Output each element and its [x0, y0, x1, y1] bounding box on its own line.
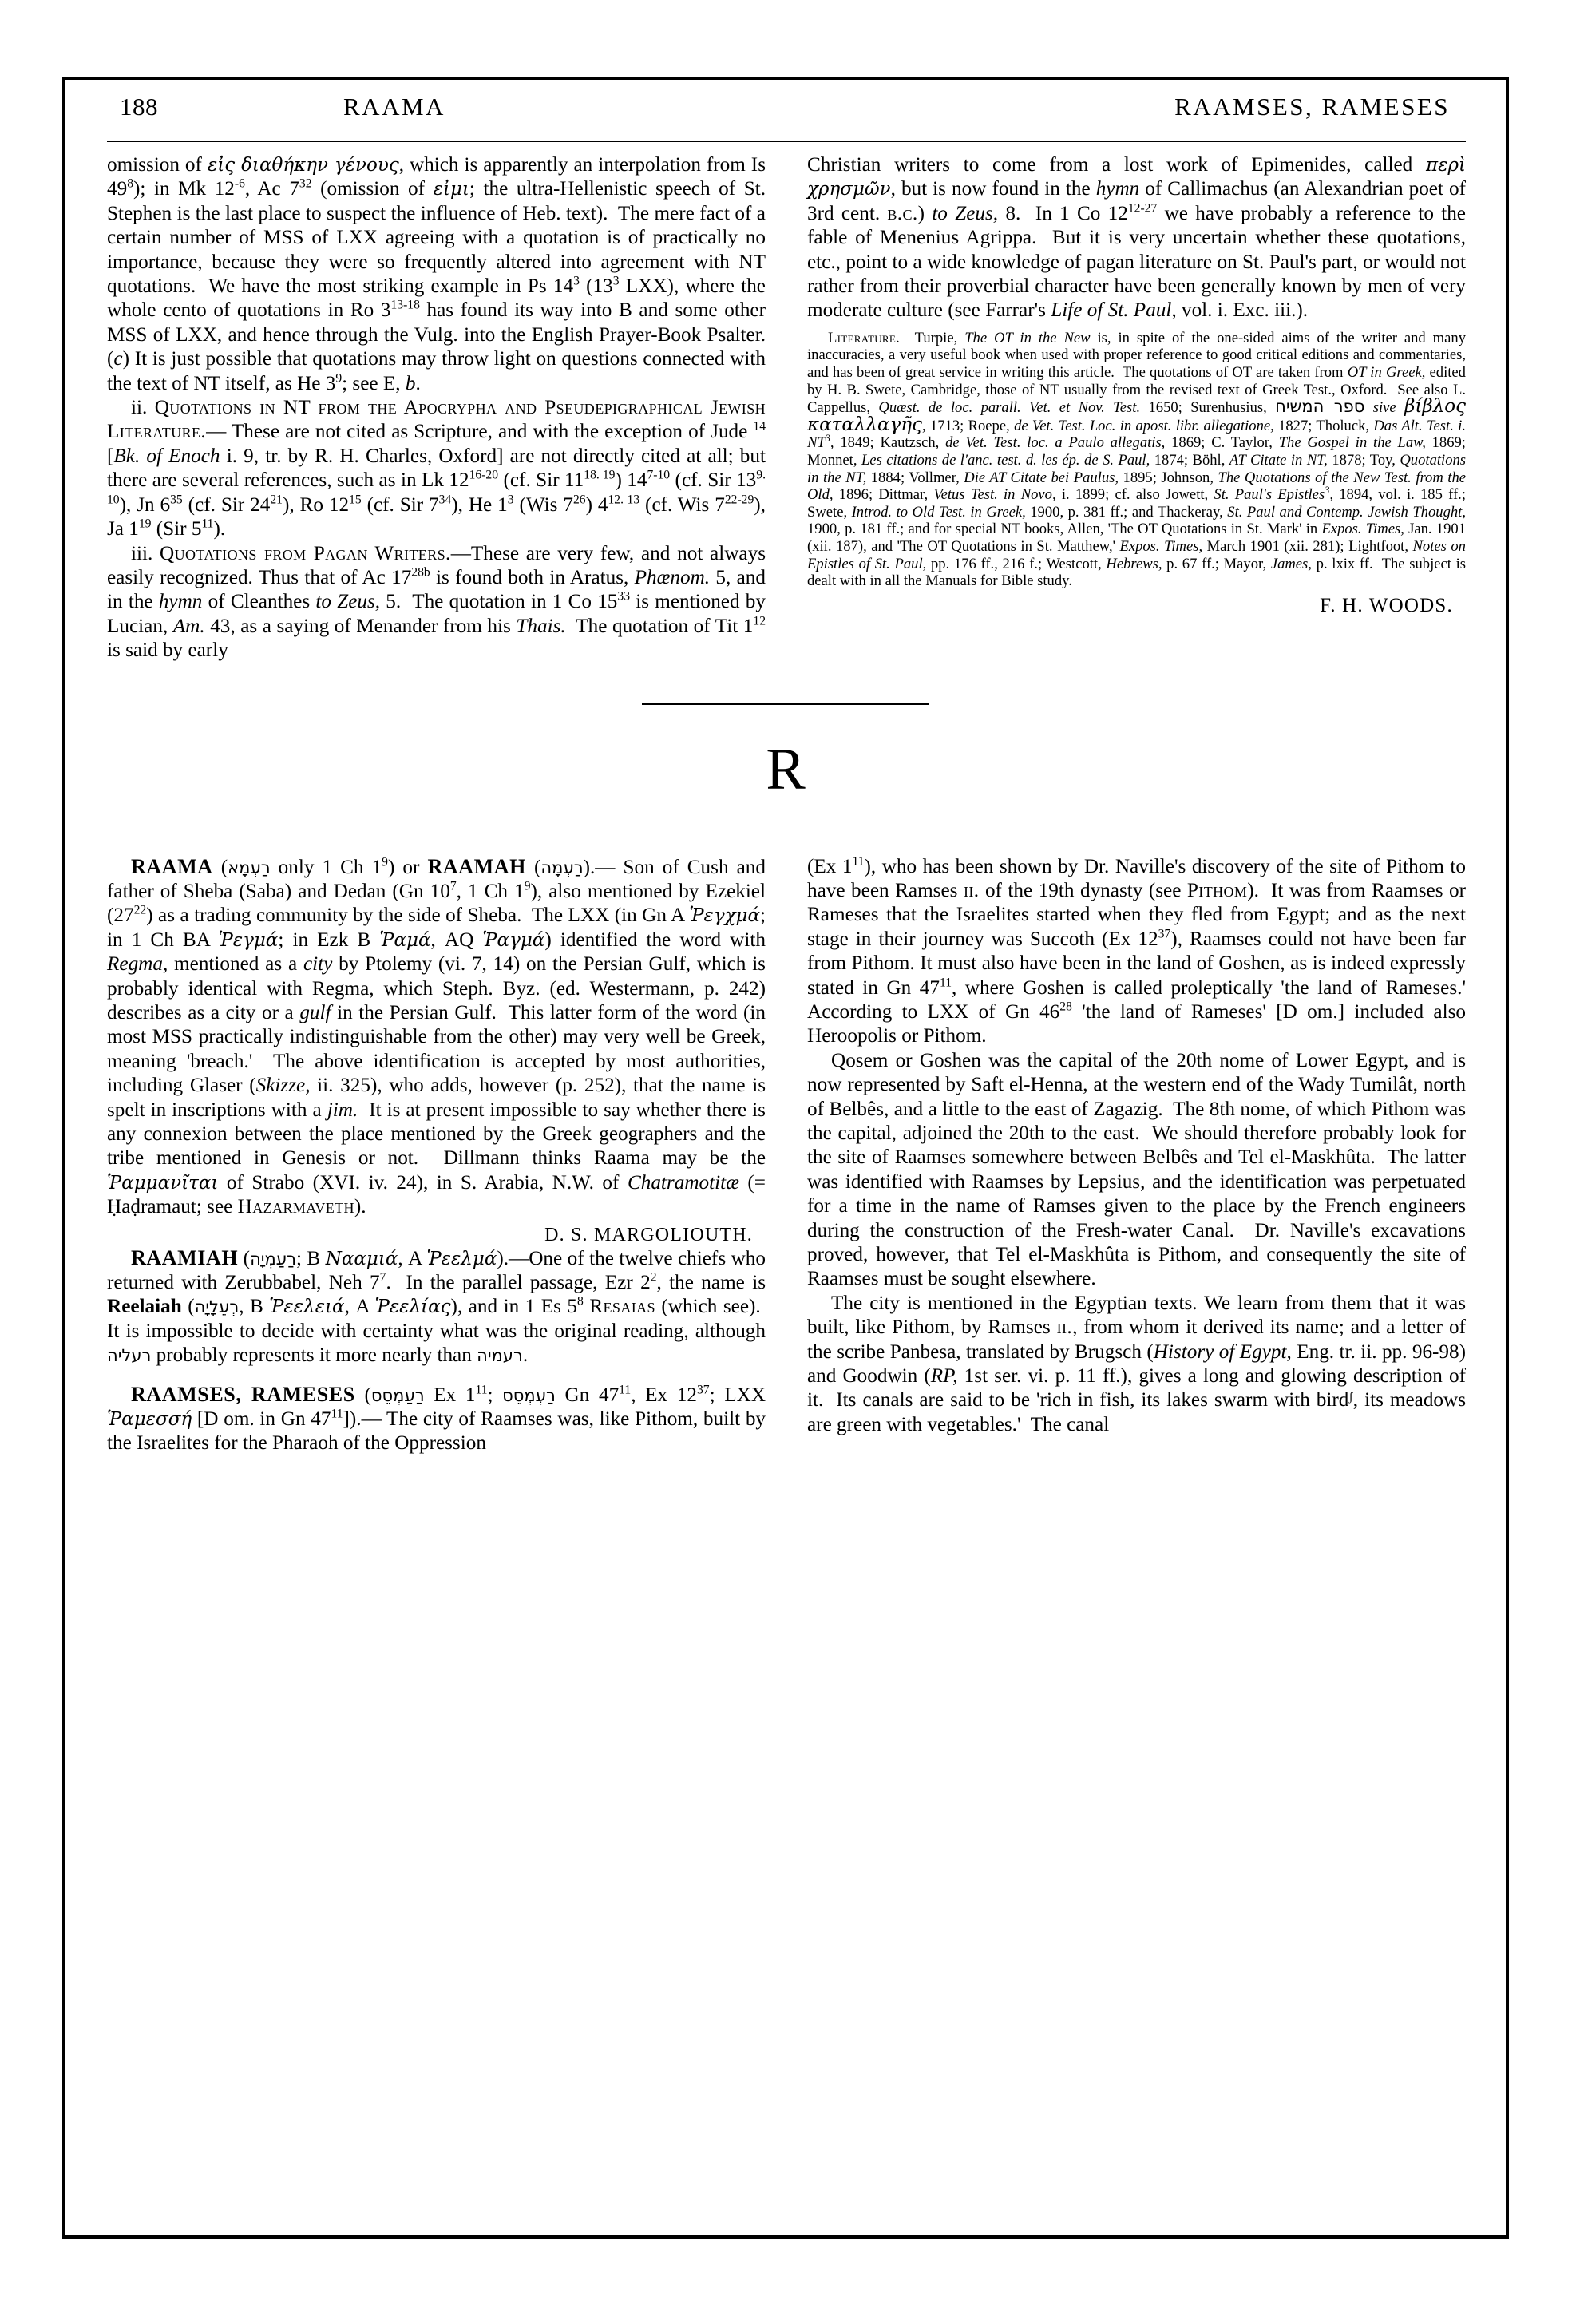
- running-head-right: RAAMSES, RAMESES: [1174, 93, 1450, 121]
- section-break: [89, 699, 1482, 842]
- paragraph-christian-writers: Christian writers to come from a lost work of Epimenides, called περὶ χρησμῶν, but is now found in the hymn of Callimachus (an Alexandrian poet of 3rd cent. b.c.) to Zeus, 8. In 1 Co 12$^{12-27}$ we have probably a reference to the fable of Menenius Agrippa. But it is very uncertain whether these quotations, etc., point to a wide knowledge of pagan literature on St. Paul's part, or would not rather from their proverbial character have been generally known by men of very moderate culture (see Farrar's Life of St. Paul, vol. i. Exc. iii.).: [807, 154, 1466, 322]
- paragraph-apocrypha-quotations: ii. Quotations in NT from the Apocrypha and Pseudepigraphical Jewish Literature.— These are not cited as Scripture, and with the exception of Jude $^{14}$ [Bk. of Enoch i. 9, tr. by R. H. Charles, Oxford] are not directly cited at all; but there are several references, such as in Lk 12$^{16-20}$ (cf. Sir $11^{18. 19}$) 14$^{7-10}$ (cf. Sir $13^{9. 10}$), Jn $6^{35}$ (cf. Sir $24^{21}$), Ro $12^{15}$ (cf. Sir $7^{34}$), He $1^3$ (Wis $7^{26}$) $4^{12. 13}$ (cf. Wis 7$^{22-29}$), Ja $1^{19}$ (Sir $5^{11}$).: [107, 397, 766, 540]
- paragraph-raamses-naville: (Ex $1^{11}$), who has been shown by Dr. Naville's discovery of the site of Pithom to have been Ramses ii. of the 19th dynasty (see Pithom). It was from Raamses or Rameses that the Israelites started when they fled from Egypt; and as the next stage in their journey was Succoth (Ex $12^{37}$), Raamses could not have been far from Pithom. It must also have been in the land of Goshen, as is indeed expressly stated in Gn $47^{11}$, where Goshen is called proleptically 'the land of Rameses.' According to LXX of Gn $46^{28}$ 'the land of Rameses' [D om.] included also Heroopolis or Pithom.: [807, 854, 1467, 1047]
- section-letter-r: R: [766, 736, 806, 802]
- author-signature-margoliouth: D. S. MARGOLIOUTH.: [544, 1224, 753, 1245]
- bottom-right-column: [786, 855, 1466, 1456]
- entry-raama: RAAMA (רַעְמָא only 1 Ch $1^9$) or RAAMAH (רַעְמָה).— Son of Cush and father of Sheba (Saba) and Dedan (Gn $10^7$, 1 Ch $1^9$), also mentioned by Ezekiel $(27^{22})$ as a trading community by the side of Sheba. The LXX (in Gn A Ῥεγχμά; in 1 Ch BA Ῥεγμά; in Ezk B Ῥαμά, AQ Ῥαγμά) identified the word with Regma, mentioned as a city by Ptolemy (vi. 7, 14) on the Persian Gulf, which is probably identical with Regma, which Steph. Byz. (ed. Westermann, p. 242) describes as a city or a gulf in the Persian Gulf. This latter form of the word (in most MSS practically indistinguishable from the other) may very well be Greek, meaning 'breach.' The above identification is accepted by most authorities, including Glaser (Skizze, ii. 325), who adds, however (p. 252), that the name is spelt in inscriptions with a jim. It is at present impossible to say whether there is any connexion between the place mentioned by the Greek geographers and the tribe mentioned in Genesis or not. Dillmann thinks Raama may be the Ῥαμμανῖται of Strabo (XVI. iv. 24), in S. Arabia, N.W. of Chatramotitæ (= Ḥaḍramaut; see Hazarmaveth).: [107, 854, 766, 1218]
- header-rule: [107, 141, 1466, 142]
- running-head: [104, 88, 1467, 137]
- bottom-left-column: [107, 855, 786, 1456]
- entry-gap: [107, 1368, 766, 1383]
- entry-raamses-rameses: RAAMSES, RAMESES (רַעַמְסֵס Ex $1^{11}$; רַעְמְסֵס Gn $47^{11}$, Ex $12^{37}$; LXX Ῥαμεσσή [D om. in Gn $47^{11}]).—$ The city of Raamses was, like Pithom, built by the Israelites for the Pharaoh of the Oppression: [107, 1382, 766, 1455]
- top-left-column: [107, 153, 786, 663]
- author-signature-woods: F. H. WOODS.: [1320, 594, 1453, 616]
- literature-note: Literature.—Turpie, The OT in the New is, in spite of the one-sided aims of the writer and many inaccuracies, a very useful book when used with proper reference to good critical editions and commentaries, and has been of great service in writing this article. The quotations of OT are taken from OT in Greek, edited by H. B. Swete, Cambridge, those of NT usually from the revised text of Greek Test., Oxford. See also L. Cappellus, Quæst. de loc. parall. Vet. et Nov. Test. 1650; Surenhusius, ספר המשיח sive βίβλος καταλλαγῆς, 1713; Roepe, de Vet. Test. Loc. in apost. libr. allegatione, 1827; Tholuck, Das Alt. Test. i. $NT^3$, 1849; Kautzsch, de Vet. Test. loc. a Paulo allegatis, 1869; C. Taylor, The Gospel in the Law, 1869; Monnet, Les citations de l'anc. test. d. les ép. de S. Paul, 1874; Böhl, AT Citate in NT, 1878; Toy, Quotations in the NT, 1884; Vollmer, Die AT Citate bei Paulus, 1895; Johnson, The Quotations of the New Test. from the Old, 1896; Dittmar, Vetus Test. in Novo, i. 1899; cf. also Jowett, St. Paul's Epistles$^3$, 1894, vol. i. 185 ff.; Swete, Introd. to Old Test. in Greek, 1900, p. 381 ff.; and Thackeray, St. Paul and Contemp. Jewish Thought, 1900, p. 181 ff.; and for special NT books, Allen, 'The OT Quotations in St. Mark' in Expos. Times, Jan. 1901 (xii. 187), and 'The OT Quotations in St. Matthew,' Expos. Times, March 1901 (xii. 281); Lightfoot, Notes on Epistles of St. Paul, pp. 176 ff., 216 f.; Westcott, Hebrews, p. 67 ff.; Mayor, James, p. lxix ff. The subject is dealt with in all the Manuals for Bible study.: [807, 329, 1467, 590]
- paragraph-pagan-quotations: iii. Quotations from Pagan Writers.—These are very few, and not always easily recognized. Thus that of Ac $17^{28b}$ is found both in Aratus, Phænom. 5, and in the hymn of Cleanthes to Zeus, 5. The quotation in 1 Co $15^{33}$ is mentioned by Lucian, Am. 43, as a saying of Menander from his Thais. The quotation of Tit $1^{12}$ is said by early: [107, 542, 766, 662]
- running-head-left: RAAMA: [343, 93, 445, 121]
- paragraph-egyptian-texts: The city is mentioned in the Egyptian texts. We learn from them that it was built, like Pithom, by Ramses ii., from whom it derived its name; and a letter of the scribe Panbesa, translated by Brugsch (History of Egypt, Eng. tr. ii. pp. 96-98) and Goodwin (RP, 1st ser. vi. p. 11 ff.), gives a long and glowing description of it. Its canals are said to be 'rich in fish, its lakes swarm with birdᶴ, its meadows are green with vegetables.' The canal: [807, 1292, 1467, 1435]
- section-rule: [642, 703, 929, 705]
- page-number: 188: [120, 93, 158, 121]
- page-frame: [62, 77, 1509, 2239]
- paragraph-quotations-c: omission of εἰς διαθήκην γένους, which is apparently an interpolation from Is $49^8$); in Mk $12^{-6}$, Ac $7^{32}$ (omission of εἰμι; the ultra-Hellenistic speech of St. Stephen is the last place to suspect the influence of Heb. text). The mere fact of a certain number of MSS of LXX agreeing with a quotation is of practically no importance, because they were so frequently altered into agreement with NT quotations. We have the most striking example in Ps $14^3$ ($13^3$ LXX), where the whole cento of quotations in Ro 3$^{13-18}$ has found its way into B and some other MSS of LXX, and hence through the Vulg. into the English Prayer-Book Psalter. (c) It is just possible that quotations may throw light on questions connected with the text of NT itself, as He $3^9$; see E, b.: [107, 154, 766, 394]
- page-inner: [89, 88, 1482, 2227]
- bottom-columns: [107, 855, 1466, 1456]
- entry-raamiah: RAAMIAH (רַעַמְיָה; B Νααμιά, A Ῥεελμά).—One of the twelve chiefs who returned with Zerubbabel, Neh $7^7$. In the parallel passage, Ezr $2^2$, the name is Reelaiah (רְעֵלָיָה, B Ῥεελειά, A Ῥεελίας), and in 1 Es $5^8$ Resaias (which see). It is impossible to decide with certainty what was the original reading, although רעליה probably represents it more nearly than רעמיה.: [107, 1245, 766, 1367]
- top-columns: [107, 153, 1466, 663]
- paragraph-qosem-goshen: Qosem or Goshen was the capital of the 20th nome of Lower Egypt, and is now represented by Saft el-Henna, at the western end of the Wady Tumilât, north of Belbês, and a little to the east of Zagazig. The 8th nome, of which Pithom was the capital, adjoined the 20th to the east. We should therefore probably look for the site of Raamses somewhere between Belbês and Tel el-Maskhûta. The latter was identified with Raamses by Lepsius, and the identification was perpetuated for a time in the name of Ramses given to the place by the French engineers during the construction of the Fresh-water Canal. Dr. Naville's excavations proved, however, that Tel el-Maskhûta is Pithom, and consequently the site of Raamses must be sought elsewhere.: [807, 1049, 1466, 1290]
- top-right-column: [786, 153, 1466, 663]
